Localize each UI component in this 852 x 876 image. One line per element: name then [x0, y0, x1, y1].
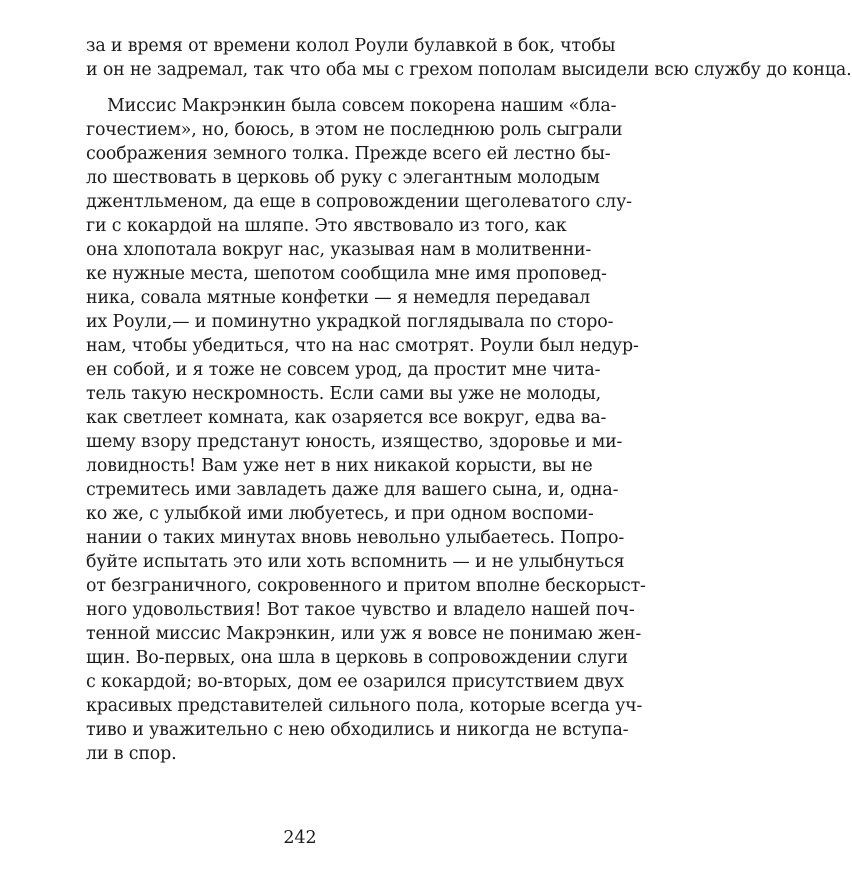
text-line: шему взору предстанут юность, изящество, здоровье и ми- [86, 432, 623, 452]
text-line: она хлопотала вокруг нас, указывая нам в молитвенни- [86, 240, 592, 260]
text-line: ло шествовать в церковь об руку с элегантным молодым [86, 168, 600, 188]
text-line: тенной миссис Макрэнкин, или уж я вовсе не понимаю жен- [86, 624, 642, 644]
text-line: ли в спор. [86, 744, 177, 764]
text-line: ловидность! Вам уже нет в них никакой корысти, вы не [86, 456, 593, 476]
text-line: Миссис Макрэнкин была совсем покорена нашим «бла- [107, 96, 617, 116]
text-line: и он не задремал, так что оба мы с грехом пополам высидели всю службу до конца. [86, 60, 852, 80]
text-line: ника, совала мятные конфетки — я немедля передавал [86, 288, 591, 308]
text-line: от безграничного, сокровенного и притом вполне бескорыст- [86, 576, 646, 596]
text-line: нам, чтобы убедиться, что на нас смотрят. Роули был недур- [86, 336, 639, 356]
text-line: тиво и уважительно с нею обходились и никогда не вступа- [86, 720, 629, 740]
text-line: ного удовольствия! Вот такое чувство и владело нашей поч- [86, 600, 635, 620]
text-line: ги с кокардой на шляпе. Это явствовало из того, как [86, 216, 567, 236]
text-line: их Роули,— и поминутно украдкой поглядывала по сторо- [86, 312, 614, 332]
text-line: гочестием», но, боюсь, в этом не последнюю роль сыграли [86, 120, 623, 140]
page-number: 242 [283, 828, 317, 848]
text-line: ко же, с улыбкой ими любуетесь, и при одном воспоми- [86, 504, 594, 524]
text-line: щин. Во-первых, она шла в церковь в сопровождении слуги [86, 648, 628, 668]
text-line: джентльменом, да еще в сопровождении щеголеватого слу- [86, 192, 632, 212]
text-line: ке нужные места, шепотом сообщила мне имя проповед- [86, 264, 607, 284]
text-line: ен собой, и я тоже не совсем урод, да простит мне чита- [86, 360, 601, 380]
text-line: с кокардой; во-вторых, дом ее озарился присутствием двух [86, 672, 624, 692]
text-line: красивых представителей сильного пола, которые всегда уч- [86, 696, 643, 716]
text-line: тель такую нескромность. Если сами вы уже не молоды, [86, 384, 602, 404]
text-line: как светлеет комната, как озаряется все вокруг, едва ва- [86, 408, 607, 428]
text-line: стремитесь ими завладеть даже для вашего сына, и, одна- [86, 480, 619, 500]
text-line: соображения земного толка. Прежде всего ей лестно бы- [86, 144, 611, 164]
text-line: нании о таких минутах вновь невольно улыбаетесь. Попро- [86, 528, 625, 548]
text-line: за и время от времени колол Роули булавкой в бок, чтобы [86, 36, 616, 56]
text-line: буйте испытать это или хоть вспомнить — и не улыбнуться [86, 552, 625, 572]
